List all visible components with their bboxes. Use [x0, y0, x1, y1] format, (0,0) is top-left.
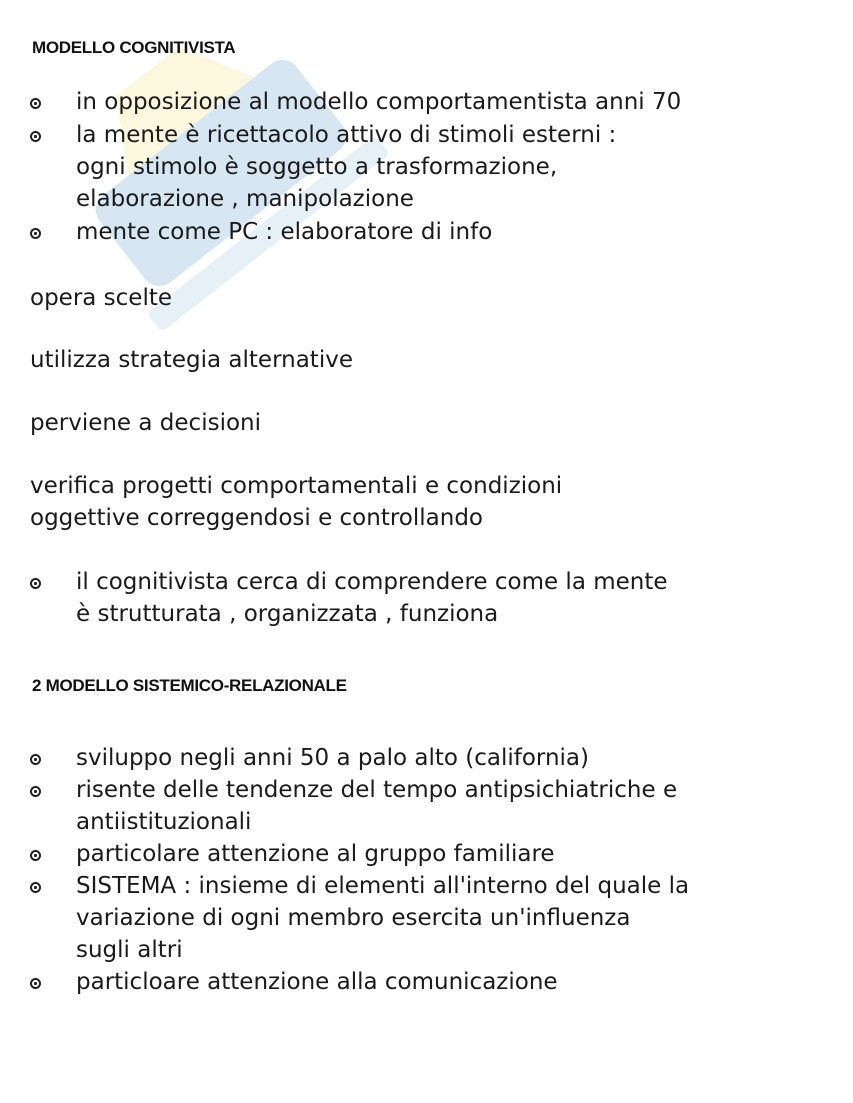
- bullet-icon: [30, 131, 41, 142]
- bullet-text: sviluppo negli anni 50 a palo alto (california): [76, 745, 589, 771]
- bullet-icon: [30, 228, 41, 239]
- bullet-text: in opposizione al modello comportamentista anni 70: [76, 89, 682, 115]
- bullet-text: il cognitivista cerca di comprendere come la mente: [76, 569, 668, 595]
- bullet-icon: [30, 578, 41, 589]
- bullet-text-continuation: elaborazione , manipolazione: [76, 186, 414, 212]
- bullet-text-continuation: sugli altri: [76, 937, 183, 963]
- bullet-icon: [30, 882, 41, 893]
- bullet-text-continuation: variazione di ogni membro esercita un'influenza: [76, 905, 631, 931]
- bullet-text-continuation: è strutturata , organizzata , funziona: [76, 601, 499, 627]
- bullet-text: particloare attenzione alla comunicazione: [76, 969, 558, 995]
- bullet-text: risente delle tendenze del tempo antipsichiatriche e: [76, 777, 678, 803]
- bullet-text-continuation: antiistituzionali: [76, 809, 252, 835]
- paragraph: verifica progetti comportamentali e condizioni: [30, 473, 563, 499]
- paragraph-continuation: oggettive correggendosi e controllando: [30, 505, 483, 531]
- paragraph: opera scelte: [30, 285, 173, 311]
- paragraph: utilizza strategia alternative: [30, 347, 353, 373]
- section-title-cognitivista: MODELLO COGNITIVISTA: [32, 38, 236, 57]
- bullet-icon: [30, 754, 41, 765]
- bullet-icon: [30, 850, 41, 861]
- bullet-text: SISTEMA : insieme di elementi all'interno del quale la: [76, 873, 690, 899]
- bullet-icon: [30, 98, 41, 109]
- bullet-text: particolare attenzione al gruppo familiare: [76, 841, 555, 867]
- bullet-text: mente come PC : elaboratore di info: [76, 219, 493, 245]
- paragraph: perviene a decisioni: [30, 410, 261, 436]
- section-title-sistemico: 2 MODELLO SISTEMICO-RELAZIONALE: [32, 676, 347, 695]
- bullet-text-continuation: ogni stimolo è soggetto a trasformazione,: [76, 154, 558, 180]
- bullet-icon: [30, 786, 41, 797]
- bullet-text: la mente è ricettacolo attivo di stimoli esterni :: [76, 122, 617, 148]
- bullet-icon: [30, 978, 41, 989]
